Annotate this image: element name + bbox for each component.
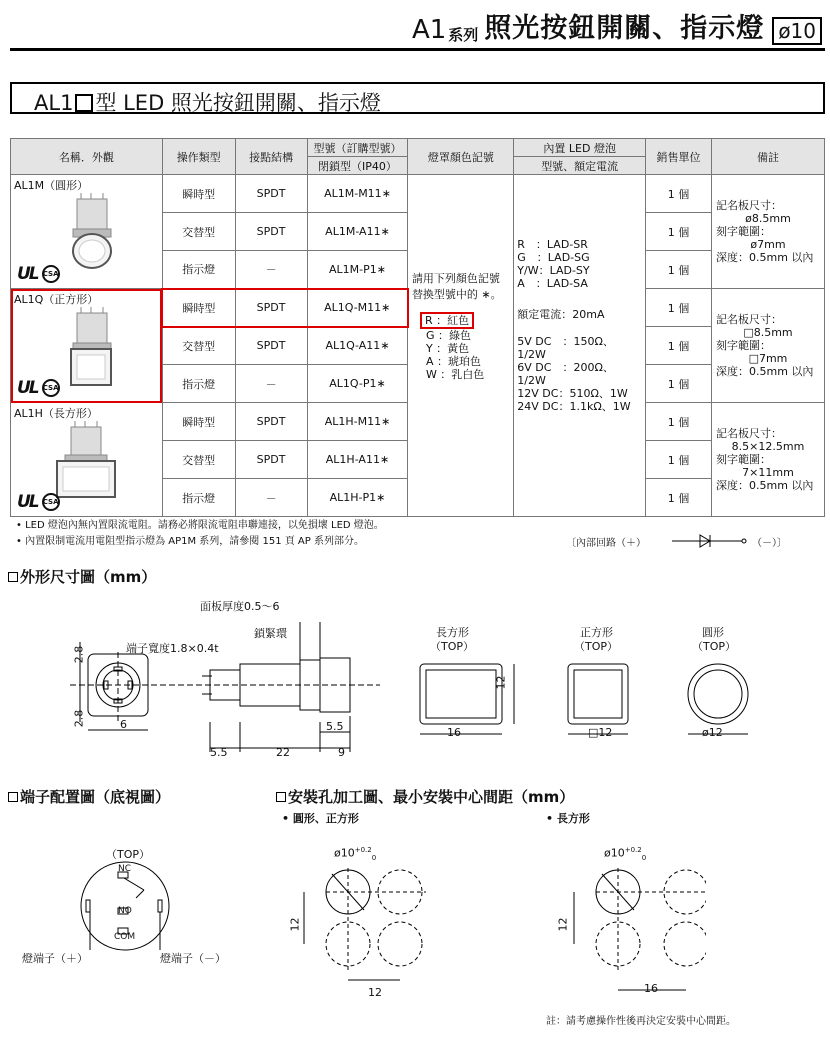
remark-line: 記名板尺寸： <box>716 313 782 326</box>
lens-color-item: G ：綠色 <box>425 329 471 342</box>
th-lens: 燈罩顏色記號 <box>408 139 514 175</box>
product-name: AL1Q（正方形） <box>14 293 99 306</box>
product-name: AL1M（圓形） <box>14 179 89 192</box>
model-cell <box>307 479 408 517</box>
th-model-bottom: 閉鎖型（IP40） <box>307 157 408 175</box>
remark-line: 8.5×12.5mm <box>731 440 805 453</box>
lens-text-line: 請用下列顏色記號 <box>411 272 500 285</box>
remark-line: 刻字範圍： <box>716 339 771 352</box>
led-resistor: 24V DC：1.1kΩ、1W <box>517 400 631 413</box>
csa-mark-icon: CSA <box>42 379 60 397</box>
model-number: AL1Q-A11 <box>325 339 381 353</box>
model-cell <box>307 213 408 251</box>
model-number: AL1M-M11 <box>324 187 382 200</box>
mount-sub-rect: • 長方形 <box>546 812 590 825</box>
star-mark: ∗ <box>381 415 391 428</box>
hole-label-1 <box>334 846 376 862</box>
model-cell-highlight <box>307 289 408 327</box>
mount-grid-round <box>296 862 436 1002</box>
model-cell <box>307 365 408 403</box>
csa-mark-icon: CSA <box>42 493 60 511</box>
rect-height-12: 12 <box>494 675 508 690</box>
led-symbol-icon <box>672 532 752 548</box>
lens-cell <box>408 175 514 517</box>
header-rule <box>10 48 825 51</box>
dim-22: 22 <box>276 746 290 759</box>
tol-down: 0 <box>371 853 377 862</box>
led-model: Y/W：LAD-SY <box>517 264 590 277</box>
mount-note: 註：請考慮操作性後再決定安裝中心間距。 <box>546 1016 736 1027</box>
rect-top-caption: （TOP） <box>430 640 475 653</box>
model-number: AL1H-P1 <box>329 491 377 504</box>
series-suffix: 系列 <box>448 26 479 44</box>
lock-ring-label: 鎖緊環 <box>254 627 287 640</box>
dim-6: 6 <box>120 718 127 731</box>
size-badge: ø10 <box>772 17 822 45</box>
model-number: AL1H-M11 <box>324 415 382 428</box>
tol-down: 0 <box>641 853 647 862</box>
cert-marks <box>17 378 60 398</box>
remark-line: 刻字範圍： <box>716 453 771 466</box>
dim-title: 外形尺寸圖（mm） <box>20 568 157 586</box>
contact-cell: SPDT <box>235 403 307 441</box>
product-name: AL1H（長方形） <box>14 407 98 420</box>
model-number: AL1M-A11 <box>325 225 381 238</box>
series-name: A1 <box>411 15 447 45</box>
hole-label-2 <box>604 846 646 862</box>
mount-sub-round-square: • 圓形、正方形 <box>282 812 359 825</box>
lamp-plus-label: 燈端子（＋） <box>22 952 88 965</box>
lens-color-list <box>426 312 510 381</box>
contact-cell: － <box>235 479 307 517</box>
lens-color-item: W ：乳白色 <box>425 368 485 381</box>
nc-label: NC <box>118 864 132 874</box>
round-top-caption: （TOP） <box>692 640 737 653</box>
op-cell: 指示燈 <box>162 251 235 289</box>
star-mark: ∗ <box>376 377 386 390</box>
led-model: G ：LAD-SG <box>517 251 590 264</box>
model-cell <box>307 441 408 479</box>
led-current: 額定電流：20mA <box>517 308 605 321</box>
lens-color-item: Y ：黃色 <box>425 342 470 355</box>
contact-cell: SPDT <box>235 441 307 479</box>
th-led-bottom: 型號、額定電流 <box>514 157 646 175</box>
square-button-image <box>63 307 123 387</box>
unit-cell: 1 個 <box>646 175 712 213</box>
circuit-label-left: 〔內部回路（＋） <box>566 538 646 549</box>
lens-text-line: 替換型號中的 ∗。 <box>411 288 502 301</box>
lamp-minus-label: 燈端子（－） <box>160 952 226 965</box>
mount-grid-rect <box>566 862 706 1002</box>
op-cell: 交替型 <box>162 213 235 251</box>
rect-width-16: 16 <box>447 726 461 739</box>
unit-cell: 1 個 <box>646 403 712 441</box>
terminal-heading <box>8 786 170 807</box>
tol-up: +0.2 <box>354 846 372 854</box>
model-number: AL1Q-M11 <box>324 301 382 314</box>
square-top-caption: （TOP） <box>574 640 619 653</box>
csa-mark-icon: CSA <box>42 265 60 283</box>
header-title <box>412 6 822 45</box>
th-unit: 銷售單位 <box>646 139 712 175</box>
led-cell <box>514 175 646 517</box>
remark-line: □7mm <box>748 352 788 365</box>
th-op: 操作類型 <box>162 139 235 175</box>
mount-pitch-v-12-rect: 12 <box>556 917 570 932</box>
remark-cell <box>712 403 825 517</box>
star-mark: ∗ <box>376 262 386 276</box>
remark-cell <box>712 289 825 403</box>
header-main-title: 照光按鈕開關、指示燈 <box>484 13 765 44</box>
contact-cell: SPDT <box>235 175 307 213</box>
remark-line: 深度：0.5mm 以內 <box>716 251 814 264</box>
com-label: COM <box>114 932 136 942</box>
dim-9: 9 <box>338 746 345 759</box>
hole-dia: ø10 <box>334 846 355 860</box>
model-cell <box>307 175 408 213</box>
op-cell-highlight: 瞬時型 <box>162 289 235 327</box>
hole-dia: ø10 <box>604 846 625 860</box>
contact-cell: SPDT <box>235 327 307 365</box>
remark-line: 記名板尺寸： <box>716 199 782 212</box>
dim-2-8-top: 2.8 <box>72 645 86 664</box>
product-cell-rect <box>11 403 163 517</box>
spec-table <box>10 138 825 517</box>
th-model-top: 型號（訂購型號） <box>307 139 408 157</box>
note-line: • LED 燈泡內無內置限流電阻。請務必將限流電阻串聯連接，以免損壞 LED 燈泡。 <box>16 520 384 531</box>
remark-line: □8.5mm <box>743 326 793 339</box>
table-row <box>11 175 825 213</box>
op-cell: 瞬時型 <box>162 175 235 213</box>
mount-pitch-h-16: 16 <box>644 982 658 995</box>
led-resistor: 12V DC：510Ω、1W <box>517 387 628 400</box>
section-title <box>10 82 825 114</box>
model-cell <box>307 327 408 365</box>
rect-top-label: 長方形 <box>436 626 469 639</box>
mount-pitch-h-12: 12 <box>368 986 382 999</box>
remark-line: ø7mm <box>750 238 786 251</box>
led-model: R ：LAD-SR <box>517 238 588 251</box>
star-mark: ∗ <box>379 453 390 466</box>
no-label: NO <box>118 906 132 916</box>
ul-mark-icon: UL <box>17 264 38 284</box>
model-number: AL1M-P1 <box>329 262 377 276</box>
cert-marks <box>17 492 60 512</box>
remark-line: ø8.5mm <box>745 212 791 225</box>
th-led-top: 內置 LED 燈泡 <box>514 139 646 157</box>
th-contact: 接點結構 <box>235 139 307 175</box>
mount-pitch-v-12: 12 <box>288 917 302 932</box>
square-bullet-icon <box>276 792 286 802</box>
star-mark: ∗ <box>376 491 386 504</box>
page-header <box>0 0 830 52</box>
dim-2-8-bottom: 2.8 <box>72 709 86 728</box>
mount-heading <box>276 786 574 807</box>
square-width-12: □12 <box>588 726 613 739</box>
th-name: 名稱．外觀 <box>11 139 163 175</box>
note-line: • 內置限制電流用電阻型指示燈為 AP1M 系列，請參閱 151 頁 AP 系列部分。 <box>16 536 364 547</box>
dim-heading <box>8 566 156 587</box>
unit-cell: 1 個 <box>646 441 712 479</box>
contact-cell: － <box>235 365 307 403</box>
square-bullet-icon <box>8 792 18 802</box>
terminal-title: 端子配置圖（底視圖） <box>20 788 171 806</box>
remark-line: 記名板尺寸： <box>716 427 782 440</box>
lens-color-item: A ：琥珀色 <box>425 355 481 368</box>
side-view-drawing <box>70 612 390 762</box>
lens-instructions <box>412 270 510 302</box>
star-mark: ∗ <box>380 225 390 238</box>
square-bullet-icon <box>8 572 18 582</box>
mount-title: 安裝孔加工圖、最小安裝中心間距（mm） <box>288 788 575 806</box>
dim-5-5-left: 5.5 <box>210 746 228 759</box>
contact-cell: SPDT <box>235 213 307 251</box>
unit-cell: 1 個 <box>646 327 712 365</box>
round-dia-12: ø12 <box>702 726 723 739</box>
led-resistor: 6V DC ：200Ω、1/2W <box>517 361 614 387</box>
cert-marks <box>17 264 60 284</box>
contact-cell: － <box>235 251 307 289</box>
op-cell: 指示燈 <box>162 479 235 517</box>
op-cell: 瞬時型 <box>162 403 235 441</box>
model-cell <box>307 403 408 441</box>
product-cell-round <box>11 175 163 289</box>
section-title-suffix: 型 LED 照光按鈕開關、指示燈 <box>95 91 381 115</box>
led-model: A ：LAD-SA <box>517 277 588 290</box>
product-cell-square <box>11 289 163 403</box>
star-mark: ∗ <box>381 301 391 314</box>
lens-color-red-highlight: R ：紅色 <box>420 312 474 329</box>
remark-line: 7×11mm <box>742 466 794 479</box>
op-cell: 指示燈 <box>162 365 235 403</box>
th-remark: 備註 <box>712 139 825 175</box>
rect-button-image <box>51 421 121 501</box>
section-title-prefix: AL1 <box>34 91 74 115</box>
remark-cell <box>712 175 825 289</box>
ul-mark-icon: UL <box>17 378 38 398</box>
terminal-top-label: （TOP） <box>106 848 151 861</box>
led-resistor: 5V DC ：150Ω、1/2W <box>517 335 614 361</box>
op-cell: 交替型 <box>162 441 235 479</box>
unit-cell: 1 個 <box>646 251 712 289</box>
unit-cell: 1 個 <box>646 479 712 517</box>
round-button-image <box>63 193 123 273</box>
star-mark: ∗ <box>381 187 391 200</box>
remark-line: 深度：0.5mm 以內 <box>716 365 814 378</box>
model-number: AL1Q-P1 <box>329 377 377 390</box>
model-cell <box>307 251 408 289</box>
model-number: AL1H-A11 <box>325 453 380 466</box>
circuit-label-right: （－）〕 <box>752 538 787 549</box>
unit-cell: 1 個 <box>646 365 712 403</box>
led-model-list <box>517 238 642 290</box>
tol-up: +0.2 <box>624 846 642 854</box>
remark-line: 深度：0.5mm 以內 <box>716 479 814 492</box>
unit-cell: 1 個 <box>646 289 712 327</box>
op-cell: 交替型 <box>162 327 235 365</box>
terminal-width-label: 端子寬度1.8×0.4t <box>126 642 219 655</box>
dim-5-5-right: 5.5 <box>326 720 344 733</box>
star-mark: ∗ <box>380 339 390 353</box>
round-top-label: 圓形 <box>702 626 724 639</box>
unit-cell: 1 個 <box>646 213 712 251</box>
blank-square-icon <box>75 94 93 112</box>
square-top-label: 正方形 <box>580 626 613 639</box>
ul-mark-icon: UL <box>17 492 38 512</box>
panel-thickness-label: 面板厚度0.5～6 <box>200 600 280 613</box>
contact-cell-highlight: SPDT <box>235 289 307 327</box>
remark-line: 刻字範圍： <box>716 225 771 238</box>
led-resistor-list <box>517 335 642 413</box>
